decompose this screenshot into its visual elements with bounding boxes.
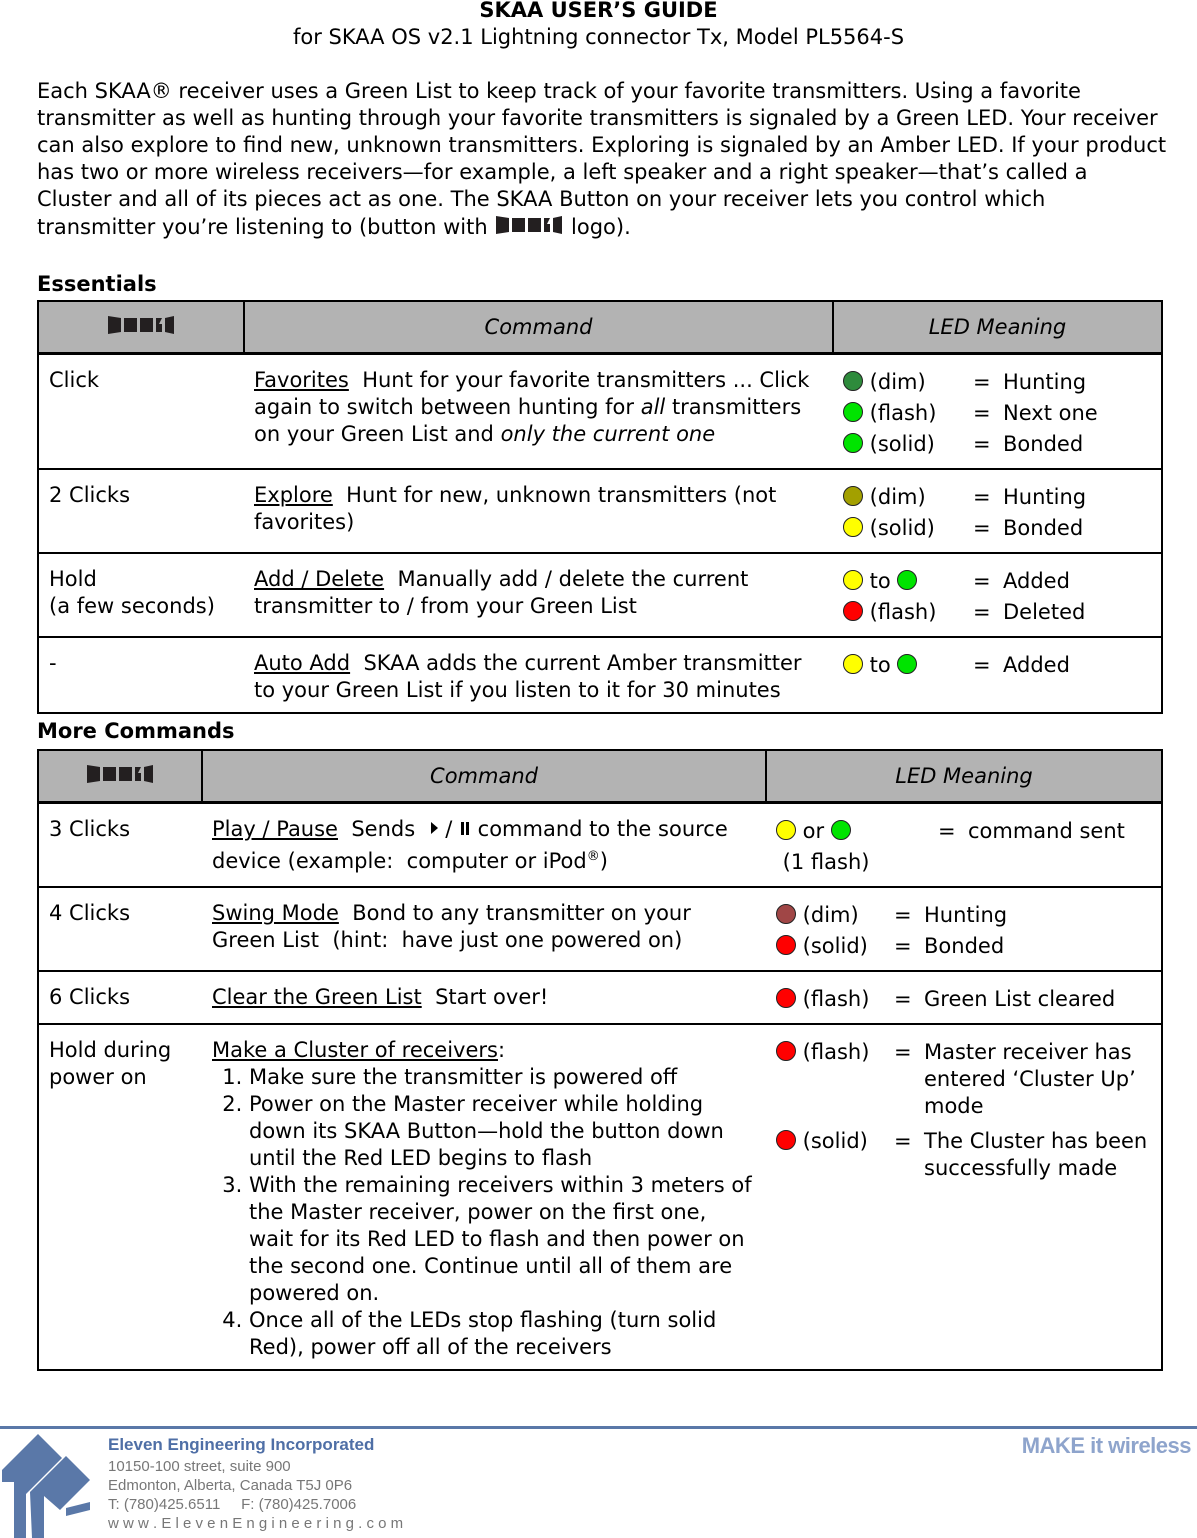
led-state <box>843 398 973 429</box>
command-description: command to the source device (example: computer or iPod <box>212 817 735 873</box>
header-led-meaning: LED Meaning <box>766 750 1162 803</box>
command-cell <box>202 971 766 1024</box>
led-amber-dim-icon <box>843 486 863 506</box>
command-link-explore[interactable]: Explore <box>254 483 333 507</box>
action-cell: - <box>38 637 244 713</box>
skaa-logo-icon <box>494 213 564 244</box>
led-green-icon <box>843 433 863 453</box>
led-state <box>843 429 973 460</box>
registered-mark: ® <box>586 849 600 864</box>
phone-fax: T: (780)425.6511 F: (780)425.7006 <box>108 1496 357 1513</box>
led-line <box>843 566 1151 597</box>
section-essentials: Essentials <box>37 272 157 296</box>
command-link-add-delete[interactable]: Add / Delete <box>254 567 385 591</box>
led-state <box>776 1037 894 1122</box>
command-description: Sends <box>337 817 429 841</box>
led-state <box>776 984 894 1015</box>
led-line <box>843 597 1151 628</box>
table-row <box>38 354 1162 470</box>
led-meaning: Bonded <box>924 934 1005 958</box>
action-cell: Hold (a few seconds) <box>38 553 244 637</box>
command-cell <box>244 469 833 553</box>
led-state-label: (dim) <box>863 485 926 509</box>
table-row <box>38 637 1162 713</box>
intro-paragraph <box>37 78 1167 244</box>
command-description: : <box>497 1038 506 1062</box>
led-line <box>843 482 1151 513</box>
led-line <box>776 816 1151 878</box>
header-command: Command <box>202 750 766 803</box>
document-subtitle: for SKAA OS v2.1 Lightning connector Tx, Model PL5564-S <box>292 25 905 49</box>
command-cell <box>244 553 833 637</box>
led-meaning: Next one <box>1003 401 1098 425</box>
led-line <box>776 1126 1151 1182</box>
command-description: ) <box>599 849 608 873</box>
led-state <box>776 900 894 931</box>
equals-sign: = <box>938 819 956 843</box>
table-row <box>38 971 1162 1024</box>
command-cell <box>202 1024 766 1370</box>
led-meaning: The Cluster has been successfully made <box>924 1129 1148 1180</box>
command-link-make-a-cluster-of-receivers[interactable]: Make a Cluster of receivers <box>212 1038 498 1062</box>
command-description: Start over! <box>421 985 549 1009</box>
led-meaning: Green List cleared <box>924 987 1116 1011</box>
led-meaning: Added <box>1003 653 1070 677</box>
led-meaning-cell <box>766 971 1162 1024</box>
led-line <box>843 429 1151 460</box>
led-line <box>776 931 1151 962</box>
led-meaning-cell <box>766 887 1162 971</box>
led-state-label: (1 flash) <box>776 850 870 874</box>
led-green-dim-icon <box>843 371 863 391</box>
command-description: only the current one <box>500 422 716 446</box>
header-skaa-logo <box>38 750 202 803</box>
led-yellow-icon <box>843 517 863 537</box>
intro-text: Each SKAA® receiver uses a Green List to keep track of your favorite transmitters. Using a favorite transmitter as well as hunting through your favorite transmitters is signaled by a Green LED. Your receiver can also explore to find new, unknown transmitters. Exploring is signaled by an Amber LED. If your product has two or more wireless receivers—for example, a left speaker and a right speaker—that’s called a Cluster and all of its pieces act as one. The SKAA Button on your receiver lets you control which transmitter you’re listening to (button with <box>37 79 1167 239</box>
led-state-label: (solid) <box>796 1129 868 1153</box>
action-cell: 4 Clicks <box>38 887 202 971</box>
eleven-engineering-logo-icon <box>0 1430 100 1538</box>
led-state-label: (solid) <box>863 516 935 540</box>
led-state-label: or <box>796 819 831 843</box>
equals-sign: = <box>894 934 912 958</box>
led-red-icon <box>776 935 796 955</box>
command-description: Bond to any transmitter on your Green List (hint: have just one powered on) <box>212 901 698 952</box>
led-meaning-cell <box>833 637 1162 713</box>
led-state-label: to <box>863 569 898 593</box>
command-description: / <box>438 817 459 841</box>
led-state <box>843 566 973 597</box>
led-green-icon <box>897 654 917 674</box>
led-state <box>776 1126 894 1182</box>
equals-sign: = <box>973 401 991 425</box>
command-description: Manually add / delete the current transmitter to / from your Green List <box>254 567 756 618</box>
more-commands-table <box>37 749 1163 1371</box>
command-description: Hunt for new, unknown transmitters (not favorites) <box>254 483 784 534</box>
company-name: Eleven Engineering Incorporated <box>108 1435 375 1454</box>
led-red-icon <box>843 601 863 621</box>
cluster-steps <box>212 1064 756 1361</box>
header-command: Command <box>244 301 833 354</box>
footer-divider <box>0 1426 1197 1429</box>
led-yellow-icon <box>776 820 796 840</box>
command-description: Hunt for your favorite transmitters ... Click again to switch between hunting for <box>254 368 817 419</box>
led-state <box>776 816 938 878</box>
table-row <box>38 803 1162 888</box>
led-state <box>843 482 973 513</box>
equals-sign: = <box>973 653 991 677</box>
intro-text-end: logo). <box>564 215 631 239</box>
document-title: SKAA USER’S GUIDE <box>479 0 718 22</box>
command-cell <box>244 637 833 713</box>
led-line <box>843 650 1151 681</box>
led-state-label: (dim) <box>796 903 859 927</box>
table-row <box>38 887 1162 971</box>
led-green-icon <box>831 820 851 840</box>
led-meaning: Deleted <box>1003 600 1086 624</box>
equals-sign: = <box>973 600 991 624</box>
action-cell: 6 Clicks <box>38 971 202 1024</box>
led-state <box>843 367 973 398</box>
section-more-commands: More Commands <box>37 719 235 743</box>
led-meaning: Bonded <box>1003 432 1084 456</box>
action-cell: Hold during power on <box>38 1024 202 1370</box>
equals-sign: = <box>894 1129 912 1153</box>
led-state-label: to <box>863 653 898 677</box>
header-skaa-logo <box>38 301 244 354</box>
led-meaning: Added <box>1003 569 1070 593</box>
led-meaning-cell <box>833 553 1162 637</box>
website: w w w . E l e v e n E n g i n e e r i n g . c o m <box>108 1515 404 1532</box>
led-meaning: Bonded <box>1003 516 1084 540</box>
equals-sign: = <box>973 485 991 509</box>
skaa-logo-icon <box>106 313 176 342</box>
led-meaning: Master receiver has entered ‘Cluster Up’ mode <box>924 1040 1136 1118</box>
play-icon <box>429 817 439 841</box>
led-line <box>843 398 1151 429</box>
equals-sign: = <box>894 987 912 1011</box>
led-state <box>843 650 973 681</box>
led-yellow-icon <box>843 570 863 590</box>
led-line <box>843 367 1151 398</box>
led-meaning: Hunting <box>1003 370 1087 394</box>
led-state <box>843 597 973 628</box>
skaa-logo-icon <box>85 762 155 791</box>
led-line <box>776 900 1151 931</box>
led-state-label: (dim) <box>863 370 926 394</box>
address-line-1: 10150-100 street, suite 900 <box>108 1458 291 1475</box>
led-red-icon <box>776 1130 796 1150</box>
command-link-auto-add[interactable]: Auto Add <box>254 651 351 675</box>
action-cell: 3 Clicks <box>38 803 202 888</box>
command-cell <box>244 354 833 470</box>
led-red-icon <box>776 988 796 1008</box>
command-description: transmitters on your Green List and <box>254 395 808 446</box>
command-description: all <box>640 395 666 419</box>
command-link-favorites[interactable]: Favorites <box>254 368 349 392</box>
led-green-icon <box>897 570 917 590</box>
table-row <box>38 469 1162 553</box>
led-meaning-cell <box>833 469 1162 553</box>
cluster-step: 2. Power on the Master receiver while holding down its SKAA Button—hold the button down until the Red LED begins to flash <box>249 1091 756 1172</box>
led-yellow-icon <box>843 654 863 674</box>
command-description: SKAA adds the current Amber transmitter to your Green List if you listen to it for 30 minutes <box>254 651 809 702</box>
led-state <box>776 931 894 962</box>
led-meaning-cell <box>833 354 1162 470</box>
action-cell: 2 Clicks <box>38 469 244 553</box>
led-meaning: Hunting <box>1003 485 1087 509</box>
equals-sign: = <box>894 903 912 927</box>
led-meaning: command sent <box>968 819 1125 843</box>
command-link-play-pause[interactable]: Play / Pause <box>212 817 338 841</box>
led-line <box>843 513 1151 544</box>
equals-sign: = <box>973 370 991 394</box>
led-state-label: (flash) <box>863 600 937 624</box>
led-state-label: (flash) <box>863 401 937 425</box>
command-cell <box>202 887 766 971</box>
led-state-label: (flash) <box>796 1040 870 1064</box>
address-line-2: Edmonton, Alberta, Canada T5J 0P6 <box>108 1477 353 1494</box>
table-row <box>38 1024 1162 1370</box>
cluster-step: 1. Make sure the transmitter is powered off <box>249 1064 756 1091</box>
command-link-clear-the-green-list[interactable]: Clear the Green List <box>212 985 422 1009</box>
led-line <box>776 984 1151 1015</box>
action-cell: Click <box>38 354 244 470</box>
led-red-icon <box>776 1041 796 1061</box>
equals-sign: = <box>973 432 991 456</box>
cluster-step: 3. With the remaining receivers within 3 meters of the Master receiver, power on the first one, wait for its Red LED to flash and then power on the second one. Continue until all of them are powered on. <box>249 1172 756 1307</box>
equals-sign: = <box>973 516 991 540</box>
pause-icon <box>459 817 471 841</box>
cluster-step: 4. Once all of the LEDs stop flashing (turn solid Red), power off all of the receivers <box>249 1307 756 1361</box>
led-state-label: (flash) <box>796 987 870 1011</box>
led-state <box>843 513 973 544</box>
led-state-label: (solid) <box>863 432 935 456</box>
command-link-swing-mode[interactable]: Swing Mode <box>212 901 339 925</box>
equals-sign: = <box>894 1040 912 1064</box>
table-row <box>38 553 1162 637</box>
led-green-icon <box>843 402 863 422</box>
essentials-table <box>37 300 1163 714</box>
led-state-label: (solid) <box>796 934 868 958</box>
header-led-meaning: LED Meaning <box>833 301 1162 354</box>
led-meaning-cell <box>766 803 1162 888</box>
led-red-dim-icon <box>776 904 796 924</box>
tagline: MAKE it wireless <box>1021 1433 1191 1458</box>
equals-sign: = <box>973 569 991 593</box>
led-line <box>776 1037 1151 1122</box>
led-meaning-cell <box>766 1024 1162 1370</box>
led-meaning: Hunting <box>924 903 1008 927</box>
command-cell <box>202 803 766 888</box>
